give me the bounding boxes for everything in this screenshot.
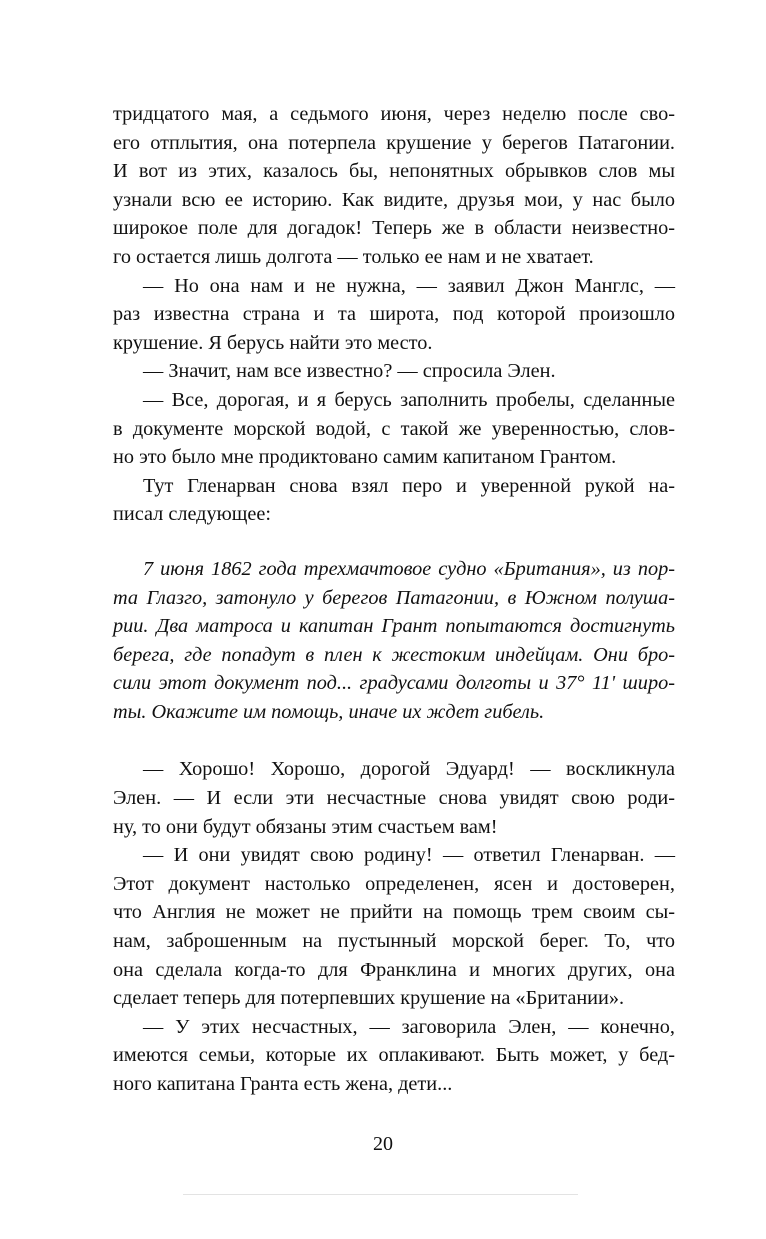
text-line: она сделала когда-то для Франклина и многих других, она bbox=[113, 958, 675, 981]
paragraph bbox=[113, 841, 675, 1013]
page-number: 20 bbox=[373, 1133, 393, 1155]
document-quote bbox=[113, 555, 675, 727]
text-line: тридцатого мая, а седьмого июня, через неделю после сво- bbox=[113, 103, 675, 125]
spacer bbox=[113, 529, 675, 555]
text-line: имеются семьи, которые их оплакивают. Быть может, у бед- bbox=[113, 1044, 675, 1067]
text-line: но это было мне продиктовано самим капитаном Грантом. bbox=[113, 446, 617, 469]
text-line: ного капитана Гранта есть жена, дети... bbox=[113, 1073, 453, 1095]
quote-line: та Глазго, затонуло у берегов Патагонии, в Южном полуша- bbox=[113, 586, 675, 609]
text-line: что Англия не может не прийти на помощь трем своим сы- bbox=[113, 901, 675, 924]
text-line: — У этих несчастных, — заговорила Элен, — конечно, bbox=[143, 1015, 675, 1038]
text-line: го остается лишь долгота — только ее нам и не хватает. bbox=[113, 245, 594, 268]
text-line: писал следующее: bbox=[113, 503, 272, 526]
paragraph bbox=[113, 472, 675, 529]
text-line: нам, заброшенным на пустынный морской берег. То, что bbox=[113, 930, 675, 953]
paragraph bbox=[113, 357, 675, 386]
text-line: Элен. — И если эти несчастные снова увидят свою роди- bbox=[113, 787, 675, 810]
text-line: в документе морской водой, с такой же уверенностью, слов- bbox=[113, 417, 675, 440]
body-text-after-quote bbox=[113, 755, 675, 1098]
paragraph bbox=[113, 272, 675, 358]
text-line: крушение. Я берусь найти это место. bbox=[113, 331, 433, 354]
text-line: Тут Гленарван снова взял перо и уверенной рукой на- bbox=[143, 474, 675, 497]
text-line: — Все, дорогая, и я берусь заполнить пробелы, сделанные bbox=[143, 388, 675, 411]
text-line: — И они увидят свою родину! — ответил Гленарван. — bbox=[143, 844, 675, 867]
paragraph bbox=[113, 755, 675, 841]
text-line: — Хорошо! Хорошо, дорогой Эдуард! — воскликнула bbox=[143, 758, 675, 781]
quote-line: 7 июня 1862 года трехмачтовое судно «Британия», из пор- bbox=[143, 557, 675, 580]
spacer bbox=[113, 726, 675, 755]
paragraph bbox=[113, 1013, 675, 1099]
quote-line: ты. Окажите им помощь, иначе их ждет гибель. bbox=[113, 700, 545, 723]
text-line: его отплытия, она потерпела крушение у берегов Патагонии. bbox=[113, 131, 675, 154]
body-text-before-quote bbox=[113, 100, 675, 529]
bottom-rule bbox=[183, 1194, 578, 1195]
text-line: Этот документ настолько определенен, ясен и достоверен, bbox=[113, 872, 675, 895]
quote-line: рии. Два матроса и капитан Грант попытаются достигнуть bbox=[113, 615, 675, 638]
text-line: сделает теперь для потерпевших крушение на «Британии». bbox=[113, 987, 625, 1010]
text-line: И вот из этих, казалось бы, непонятных обрывков слов мы bbox=[113, 160, 675, 183]
quote-line: берега, где попадут в плен к жестоким индейцам. Они бро- bbox=[113, 643, 675, 666]
text-line: узнали всю ее историю. Как видите, друзья мои, у нас было bbox=[113, 188, 675, 211]
text-line: — Значит, нам все известно? — спросила Элен. bbox=[143, 360, 556, 383]
page-body bbox=[113, 100, 675, 1099]
quote-line: сили этот документ под... градусами долготы и 37° 11' широ- bbox=[113, 672, 675, 695]
text-line: ну, то они будут обязаны этим счастьем вам! bbox=[113, 815, 498, 838]
paragraph bbox=[113, 386, 675, 472]
text-line: раз известна страна и та широта, под которой произошло bbox=[113, 303, 675, 326]
text-line: — Но она нам и не нужна, — заявил Джон Манглс, — bbox=[143, 274, 675, 297]
text-line: широкое поле для догадок! Теперь же в области неизвестно- bbox=[113, 217, 675, 240]
paragraph bbox=[113, 100, 675, 272]
